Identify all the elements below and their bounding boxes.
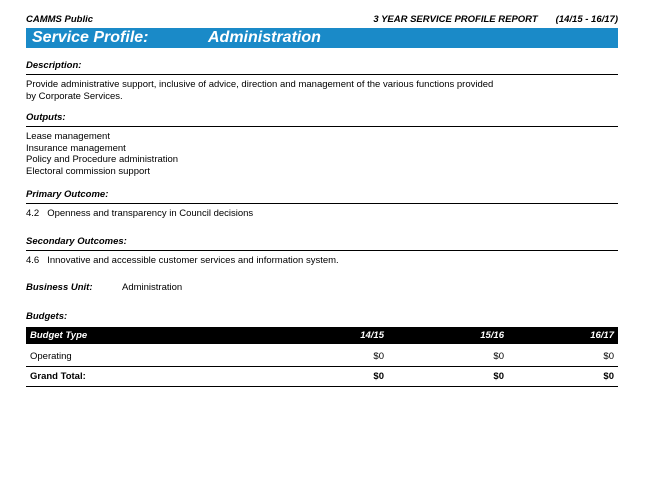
business-unit-value: Administration (122, 282, 183, 293)
grand-total-value: $0 (296, 367, 388, 387)
budget-value-cell: $0 (508, 344, 618, 367)
budget-value-cell: $0 (296, 344, 388, 367)
outputs-list (26, 127, 618, 177)
column-header: 16/17 (508, 327, 618, 344)
primary-outcome-heading: Primary Outcome: (26, 189, 618, 204)
output-item: Lease management (26, 131, 110, 142)
budget-table (26, 327, 618, 387)
org-name: CAMMS Public (26, 14, 94, 25)
primary-outcome-section (26, 189, 618, 220)
description-heading: Description: (26, 60, 618, 75)
service-profile-banner (26, 28, 618, 48)
description-section (26, 60, 618, 102)
report-title: 3 YEAR SERVICE PROFILE REPORT (373, 14, 538, 25)
grand-total-value: $0 (508, 367, 618, 387)
report-period: (14/15 - 16/17) (555, 14, 618, 25)
output-item: Policy and Procedure administration (26, 154, 179, 165)
description-text (26, 75, 618, 102)
outcome-text: Innovative and accessible customer services and information system. (47, 254, 339, 266)
secondary-outcome-row (26, 251, 618, 267)
outcome-text: Openness and transparency in Council decisions (47, 208, 254, 219)
column-header: 15/16 (388, 327, 508, 344)
report-title-group (373, 14, 618, 25)
outcome-code: 4.6 (26, 254, 40, 266)
table-row (26, 344, 618, 367)
description-line: Provide administrative support, inclusive of advice, direction and management of the various functions provided (26, 79, 494, 90)
grand-total-label: Grand Total: (26, 367, 296, 387)
budgets-heading: Budgets: (26, 311, 68, 322)
output-item: Insurance management (26, 142, 126, 154)
banner-label: Service Profile: (32, 29, 149, 46)
output-item: Electoral commission support (26, 165, 151, 177)
secondary-outcomes-section (26, 236, 618, 267)
budget-value-cell: $0 (388, 344, 508, 367)
business-unit-row (26, 282, 618, 293)
column-header: Budget Type (26, 327, 296, 344)
description-line: by Corporate Services. (26, 90, 123, 102)
report-page (26, 14, 618, 387)
service-name: Administration (208, 29, 321, 46)
report-header (26, 14, 618, 28)
outcome-code: 4.2 (26, 208, 40, 219)
outputs-heading: Outputs: (26, 112, 618, 127)
grand-total-value: $0 (388, 367, 508, 387)
outputs-section (26, 112, 618, 177)
budget-type-cell: Operating (26, 344, 296, 367)
secondary-outcomes-heading: Secondary Outcomes: (26, 236, 618, 251)
business-unit-label: Business Unit: (26, 282, 93, 293)
column-header: 14/15 (296, 327, 388, 344)
primary-outcome-row (26, 204, 618, 220)
grand-total-row (26, 367, 618, 387)
budget-header-row (26, 327, 618, 344)
